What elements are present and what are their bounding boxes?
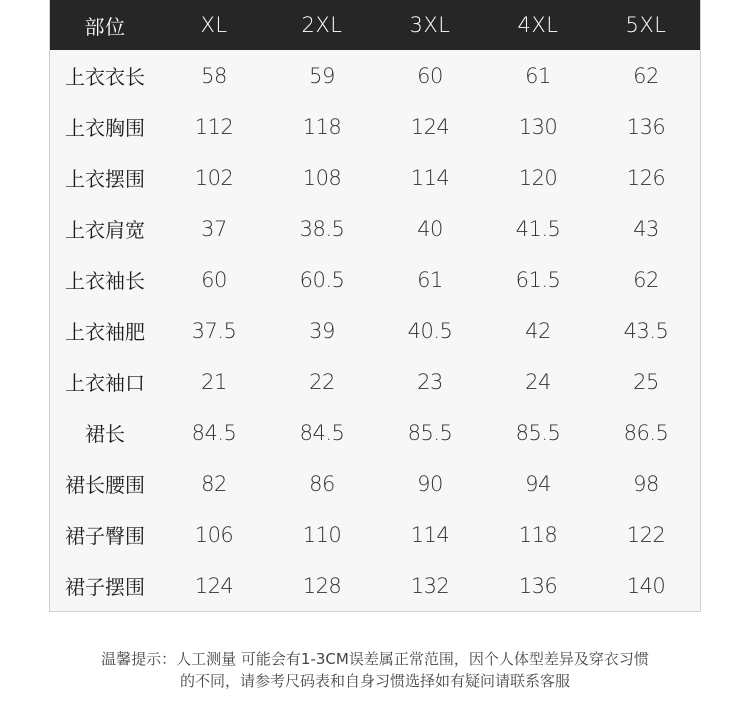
table-header-row — [50, 0, 700, 50]
size-value-cell: 130 — [518, 114, 558, 139]
size-value-cell: 98 — [633, 471, 659, 496]
size-value-cell: 136 — [626, 114, 666, 139]
table-row — [50, 305, 700, 356]
table-row — [50, 560, 700, 611]
size-value-cell: 124 — [410, 114, 450, 139]
size-value-cell: 136 — [518, 573, 558, 598]
size-value-cell: 39 — [309, 318, 335, 343]
size-value-cell: 41.5 — [515, 216, 561, 241]
size-value-cell: 128 — [302, 573, 342, 598]
size-value-cell: 108 — [302, 165, 342, 190]
row-label: 上衣衣长 — [65, 65, 145, 89]
size-value-cell: 37.5 — [191, 318, 237, 343]
size-chart-table — [49, 0, 701, 612]
row-label: 上衣袖肥 — [65, 320, 145, 344]
header-cell-5xl: 5XL — [625, 13, 667, 37]
tip-note-line-1: 温馨提示：人工测量 可能会有1-3CM误差属正常范围，因个人体型差异及穿衣习惯 — [101, 650, 649, 668]
size-value-cell: 120 — [518, 165, 558, 190]
size-value-cell: 85.5 — [407, 420, 453, 445]
size-value-cell: 61 — [417, 267, 443, 292]
size-value-cell: 82 — [201, 471, 227, 496]
size-value-cell: 114 — [410, 522, 450, 547]
size-value-cell: 59 — [309, 63, 335, 88]
table-row — [50, 50, 700, 101]
size-value-cell: 60.5 — [299, 267, 345, 292]
size-value-cell: 122 — [626, 522, 666, 547]
size-value-cell: 22 — [309, 369, 335, 394]
size-value-cell: 140 — [626, 573, 666, 598]
size-value-cell: 90 — [417, 471, 443, 496]
row-label: 裙子摆围 — [65, 575, 145, 599]
size-value-cell: 62 — [633, 63, 659, 88]
size-value-cell: 84.5 — [299, 420, 345, 445]
table-body — [50, 50, 700, 611]
size-value-cell: 112 — [194, 114, 234, 139]
size-value-cell: 126 — [626, 165, 666, 190]
tip-note — [0, 648, 750, 692]
size-value-cell: 58 — [201, 63, 227, 88]
row-label: 裙长腰围 — [65, 473, 145, 497]
size-value-cell: 21 — [201, 369, 227, 394]
size-value-cell: 25 — [633, 369, 659, 394]
row-label: 上衣肩宽 — [65, 218, 145, 242]
size-value-cell: 43 — [633, 216, 659, 241]
size-value-cell: 61.5 — [515, 267, 561, 292]
size-value-cell: 40.5 — [407, 318, 453, 343]
size-value-cell: 132 — [410, 573, 450, 598]
size-value-cell: 124 — [194, 573, 234, 598]
table-row — [50, 254, 700, 305]
tip-note-line-2: 的不同，请参考尺码表和自身习惯选择如有疑问请联系客服 — [179, 672, 570, 690]
table-row — [50, 101, 700, 152]
size-value-cell: 61 — [525, 63, 551, 88]
row-label: 上衣袖口 — [65, 371, 145, 395]
size-value-cell: 24 — [525, 369, 551, 394]
size-value-cell: 86.5 — [623, 420, 669, 445]
table-row — [50, 407, 700, 458]
size-value-cell: 84.5 — [191, 420, 237, 445]
size-value-cell: 114 — [410, 165, 450, 190]
row-label: 裙子臀围 — [65, 524, 145, 548]
size-value-cell: 23 — [417, 369, 443, 394]
header-cell-part: 部位 — [84, 14, 126, 39]
header-cell-4xl: 4XL — [517, 13, 559, 37]
size-value-cell: 42 — [525, 318, 551, 343]
header-cell-2xl: 2XL — [301, 13, 343, 37]
size-value-cell: 86 — [309, 471, 335, 496]
table-row — [50, 509, 700, 560]
size-value-cell: 85.5 — [515, 420, 561, 445]
row-label: 上衣胸围 — [65, 116, 145, 140]
row-label: 上衣袖长 — [65, 269, 145, 293]
size-value-cell: 37 — [201, 216, 227, 241]
size-value-cell: 118 — [518, 522, 558, 547]
size-value-cell: 40 — [417, 216, 443, 241]
size-value-cell: 110 — [302, 522, 342, 547]
size-value-cell: 38.5 — [299, 216, 345, 241]
size-value-cell: 106 — [194, 522, 234, 547]
row-label: 上衣摆围 — [65, 167, 145, 191]
row-label: 裙长 — [85, 422, 125, 446]
table-row — [50, 152, 700, 203]
size-value-cell: 43.5 — [623, 318, 669, 343]
size-value-cell: 60 — [201, 267, 227, 292]
size-value-cell: 60 — [417, 63, 443, 88]
size-value-cell: 94 — [525, 471, 551, 496]
size-value-cell: 118 — [302, 114, 342, 139]
table-row — [50, 356, 700, 407]
table-row — [50, 458, 700, 509]
table-row — [50, 203, 700, 254]
size-value-cell: 102 — [194, 165, 234, 190]
header-cell-3xl: 3XL — [409, 13, 451, 37]
header-cell-xl: XL — [200, 13, 228, 37]
size-value-cell: 62 — [633, 267, 659, 292]
